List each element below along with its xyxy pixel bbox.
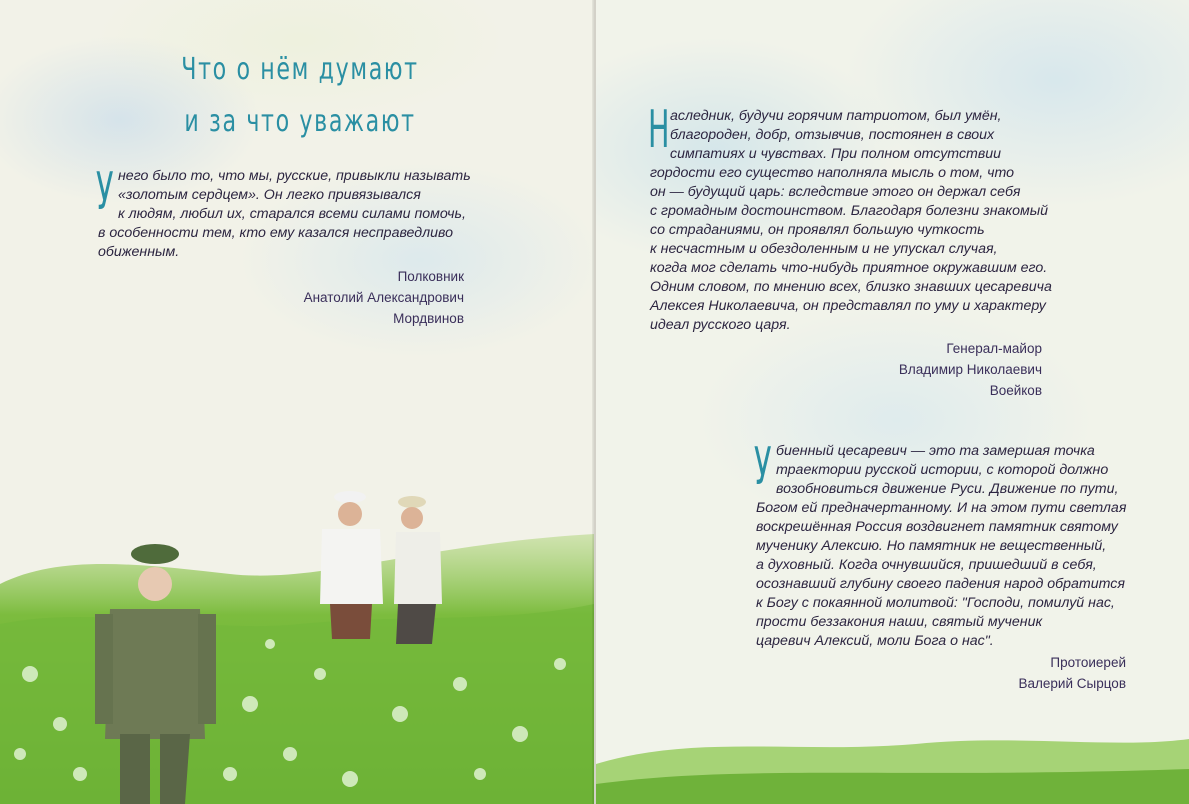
quote-mordvinov [98,167,471,262]
author-voeikov [846,338,1042,401]
quote-voeikov [650,107,1052,335]
quote-line: него было то, что мы, русские, привыкли называть [118,168,471,184]
quote-line: возобновиться движение Руси. Движение по пути, [776,481,1119,497]
page-title [177,44,423,148]
author-syrtsov [956,652,1126,694]
author-line: Анатолий Александрович [303,290,464,305]
quote-line: Алексея Николаевича, он представлял по уму и характеру [650,298,1046,314]
quote-line: обиженным. [98,244,180,260]
dropcap: Н [648,100,670,160]
right-page [596,0,1189,804]
quote-line: благороден, добр, отзывчив, постоянен в своих [670,127,995,143]
dropcap: У [96,162,114,222]
quote-line: с громадным достоинством. Благодаря болезни знакомый [650,203,1049,219]
author-mordvinov [280,266,464,329]
quote-line: «золотым сердцем». Он легко привязывался [118,187,421,203]
quote-line: идеал русского царя. [650,317,791,333]
title-line-2: и за что уважают [184,104,416,139]
author-line: Протоиерей [1050,655,1126,670]
quote-line: к несчастным и обездоленным и не упускал случая, [650,241,998,257]
quote-line: аследник, будучи горячим патриотом, был умён, [670,108,1002,124]
quote-line: царевич Алексий, моли Бога о нас". [756,633,994,649]
quote-line: траектории русской истории, с которой должно [776,462,1109,478]
quote-line: воскрешённая Россия воздвигнет памятник святому [756,519,1118,535]
quote-line: он — будущий царь: вследствие этого он держал себя [650,184,1021,200]
quote-line: со страданиями, он проявлял большую чуткость [650,222,985,238]
author-line: Валерий Сырцов [1018,676,1126,691]
author-line: Мордвинов [393,311,464,326]
quote-syrtsov [754,437,1127,651]
quote-line: прости беззакония наши, святый мученик [756,614,1043,630]
quote-line: гордости его существо наполняла мысль о том, что [650,165,1015,181]
quote-line: Богом ей предначертанному. И на этом пути светлая [756,500,1127,516]
quote-line: к людям, любил их, старался всеми силами помочь, [118,206,466,222]
quote-line: а духовный. Когда очнувшийся, пришедший в себя, [756,557,1097,573]
quote-line: осознавший глубину своего падения народ обратится [756,576,1125,592]
quote-line: биенный цесаревич — это та замершая точка [776,443,1095,459]
meadow-illustration [0,474,594,804]
quote-line: мученику Алексию. Но памятник не вещественный, [756,538,1107,554]
left-page [0,0,594,804]
title-line-1: Что о нём думают [181,52,419,87]
quote-line: симпатиях и чувствах. При полном отсутствии [670,146,1002,162]
author-line: Воейков [989,383,1042,398]
quote-line: к Богу с покаянной молитвой: "Господи, помилуй нас, [756,595,1115,611]
quote-line: Одним словом, по мнению всех, близко знавших цесаревича [650,279,1052,295]
author-line: Генерал-майор [946,341,1042,356]
author-line: Полковник [397,269,464,284]
author-line: Владимир Николаевич [898,362,1042,377]
quote-line: когда мог сделать что-нибудь приятное окружавшим его. [650,260,1048,276]
meadow-strip [596,694,1189,804]
quote-line: в особенности тем, кто ему казался несправедливо [98,225,454,241]
dropcap: У [754,437,772,497]
